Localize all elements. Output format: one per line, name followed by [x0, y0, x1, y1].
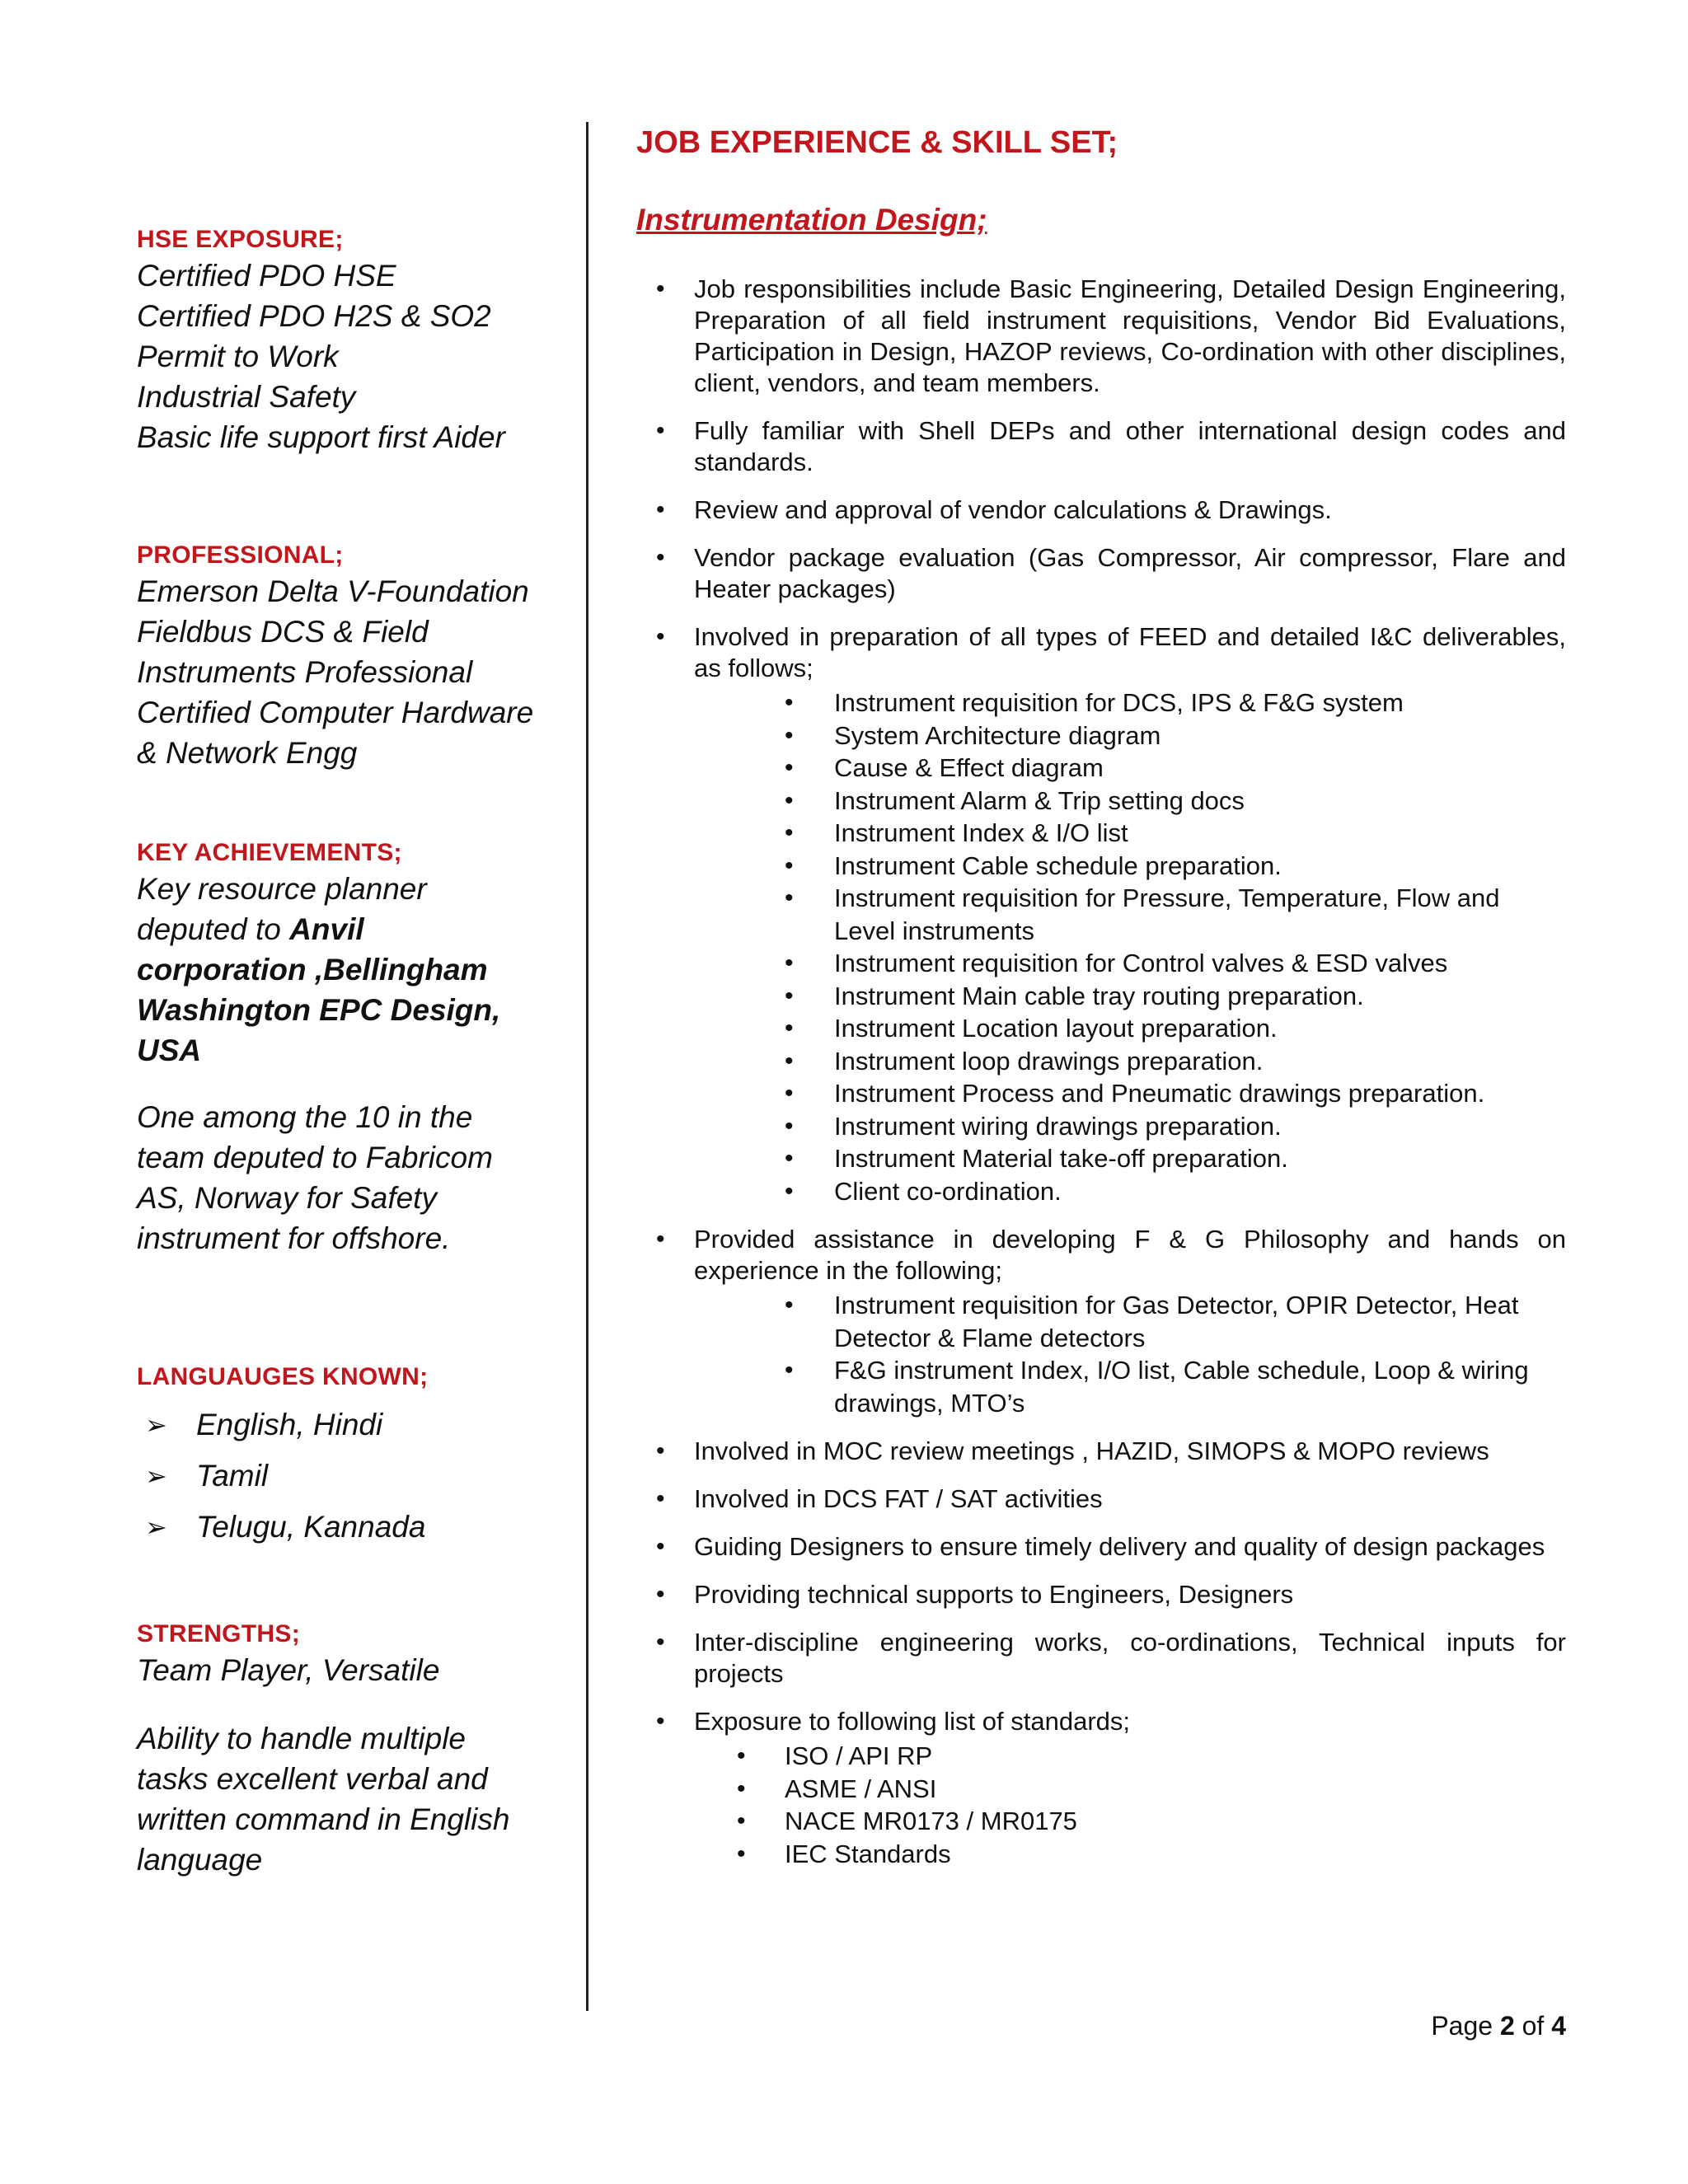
list-item-text: Exposure to following list of standards;	[694, 1707, 1130, 1736]
sub-list-item: • Instrument Index & I/O list	[694, 817, 1566, 850]
sub-list-item: • Instrument Material take-off preparation.	[694, 1142, 1566, 1175]
sub-list-item: • Instrument loop drawings preparation.	[694, 1045, 1566, 1078]
achievements-section	[137, 837, 565, 1258]
achievement-line: USA	[137, 1033, 202, 1067]
list-item	[636, 621, 1566, 1207]
professional-line: Emerson Delta V-Foundation	[137, 574, 529, 608]
list-item: • Inter-discipline engineering works, co-ordinations, Technical inputs for projects	[636, 1627, 1566, 1690]
sub-list-item: • Instrument Process and Pneumatic drawings preparation.	[694, 1077, 1566, 1110]
hse-item: Industrial Safety	[137, 380, 356, 414]
languages-section	[137, 1361, 565, 1553]
sub-list-item: • NACE MR0173 / MR0175	[694, 1805, 1566, 1838]
achievement-line: One among the 10 in the	[137, 1100, 473, 1134]
professional-line: & Network Engg	[137, 736, 358, 770]
professional-heading: PROFESSIONAL;	[137, 541, 344, 569]
sub-list-item: • ISO / API RP	[694, 1740, 1566, 1773]
standards-sublist	[694, 1740, 1566, 1870]
hse-item: Certified PDO HSE	[137, 259, 396, 293]
list-item	[636, 1224, 1566, 1419]
list-item: • Job responsibilities include Basic Engineering, Detailed Design Engineering, Preparation of all field instrument requisitions, Vendor Bid Evaluations, Participation in Design, HAZOP reviews, Co-ordination with other disciplines, client, vendors, and team members.	[636, 274, 1566, 399]
strength-line: tasks excellent verbal and	[137, 1762, 488, 1796]
page-title: JOB EXPERIENCE & SKILL SET;	[636, 125, 1118, 160]
page-total: 4	[1551, 2011, 1566, 2041]
page-number	[1431, 2011, 1566, 2041]
strength-line: Ability to handle multiple	[137, 1722, 466, 1755]
strength-line: written command in English	[137, 1802, 510, 1836]
achievement-line: Washington EPC Design,	[137, 993, 501, 1027]
deliverables-sublist	[694, 687, 1566, 1207]
left-sidebar	[137, 124, 565, 1880]
language-item: ➢ Tamil	[137, 1451, 565, 1502]
professional-line: Fieldbus DCS & Field	[137, 615, 429, 649]
list-item: • Guiding Designers to ensure timely delivery and quality of design packages	[636, 1531, 1566, 1563]
achievement-line: corporation ,Bellingham	[137, 953, 488, 987]
sub-list-item: • Instrument Alarm & Trip setting docs	[694, 785, 1566, 818]
hse-heading: HSE EXPOSURE;	[137, 226, 344, 253]
sub-list-item: • Instrument requisition for Pressure, Temperature, Flow and Level instruments	[694, 882, 1566, 947]
achievement-line: AS, Norway for Safety	[137, 1181, 437, 1215]
list-item: • Involved in DCS FAT / SAT activities	[636, 1483, 1566, 1515]
sub-list-item: • ASME / ANSI	[694, 1773, 1566, 1806]
strengths-section	[137, 1619, 565, 1880]
achievement-line: Key resource planner	[137, 872, 427, 906]
column-divider	[586, 122, 588, 2011]
list-item: • Involved in MOC review meetings , HAZID, SIMOPS & MOPO reviews	[636, 1436, 1566, 1467]
strengths-heading: STRENGTHS;	[137, 1620, 300, 1647]
list-item-text: Provided assistance in developing F & G Philosophy and hands on experience in the following;	[694, 1225, 1566, 1285]
sub-list-item: • IEC Standards	[694, 1838, 1566, 1871]
hse-section	[137, 224, 565, 457]
sub-list-item: • System Architecture diagram	[694, 719, 1566, 752]
professional-section	[137, 540, 565, 773]
list-item: • Providing technical supports to Engineers, Designers	[636, 1579, 1566, 1610]
language-item: ➢ English, Hindi	[137, 1399, 565, 1451]
sub-list-item: • Instrument requisition for Gas Detector, OPIR Detector, Heat Detector & Flame detectors	[694, 1289, 1566, 1354]
fg-sublist	[694, 1289, 1566, 1419]
list-item: • Vendor package evaluation (Gas Compressor, Air compressor, Flare and Heater packages)	[636, 542, 1566, 605]
languages-heading: LANGUAUGES KNOWN;	[137, 1363, 429, 1390]
sub-list-item: • Client co-ordination.	[694, 1175, 1566, 1208]
sub-list-item: • Instrument Main cable tray routing preparation.	[694, 980, 1566, 1013]
strength-line: Team Player, Versatile	[137, 1653, 440, 1687]
achievement-line	[137, 909, 565, 949]
language-item: ➢ Telugu, Kannada	[137, 1502, 565, 1553]
achievements-heading: KEY ACHIEVEMENTS;	[137, 839, 402, 866]
professional-line: Instruments Professional	[137, 655, 473, 689]
sub-list-item: • Instrument Location layout preparation.	[694, 1012, 1566, 1045]
achievement-text: deputed to	[137, 912, 290, 946]
hse-item: Basic life support first Aider	[137, 420, 505, 454]
list-item	[636, 1706, 1566, 1870]
hse-item: Permit to Work	[137, 340, 339, 373]
strength-line: language	[137, 1843, 263, 1877]
list-item: • Review and approval of vendor calculations & Drawings.	[636, 494, 1566, 526]
page-prefix: Page	[1431, 2011, 1500, 2041]
sub-list-item: • Cause & Effect diagram	[694, 752, 1566, 785]
hse-item: Certified PDO H2S & SO2	[137, 299, 491, 333]
sub-list-item: • Instrument requisition for DCS, IPS & F&G system	[694, 687, 1566, 719]
sub-list-item: • F&G instrument Index, I/O list, Cable schedule, Loop & wiring drawings, MTO’s	[694, 1354, 1566, 1419]
sub-list-item: • Instrument wiring drawings preparation.	[694, 1110, 1566, 1143]
responsibilities-list	[636, 274, 1566, 1870]
list-item-text: Involved in preparation of all types of FEED and detailed I&C deliverables, as follows;	[694, 622, 1566, 682]
achievement-line: team deputed to Fabricom	[137, 1141, 493, 1174]
page-of: of	[1514, 2011, 1552, 2041]
section-subtitle: Instrumentation Design;	[636, 203, 987, 237]
sub-list-item: • Instrument Cable schedule preparation.	[694, 850, 1566, 883]
page-current: 2	[1499, 2011, 1515, 2041]
achievement-company: Anvil	[289, 912, 364, 946]
languages-list	[137, 1399, 565, 1553]
professional-line: Certified Computer Hardware	[137, 696, 534, 729]
list-item: • Fully familiar with Shell DEPs and other international design codes and standards.	[636, 415, 1566, 478]
achievement-line: instrument for offshore.	[137, 1221, 451, 1255]
main-content	[636, 124, 1566, 1886]
sub-list-item: • Instrument requisition for Control valves & ESD valves	[694, 947, 1566, 980]
